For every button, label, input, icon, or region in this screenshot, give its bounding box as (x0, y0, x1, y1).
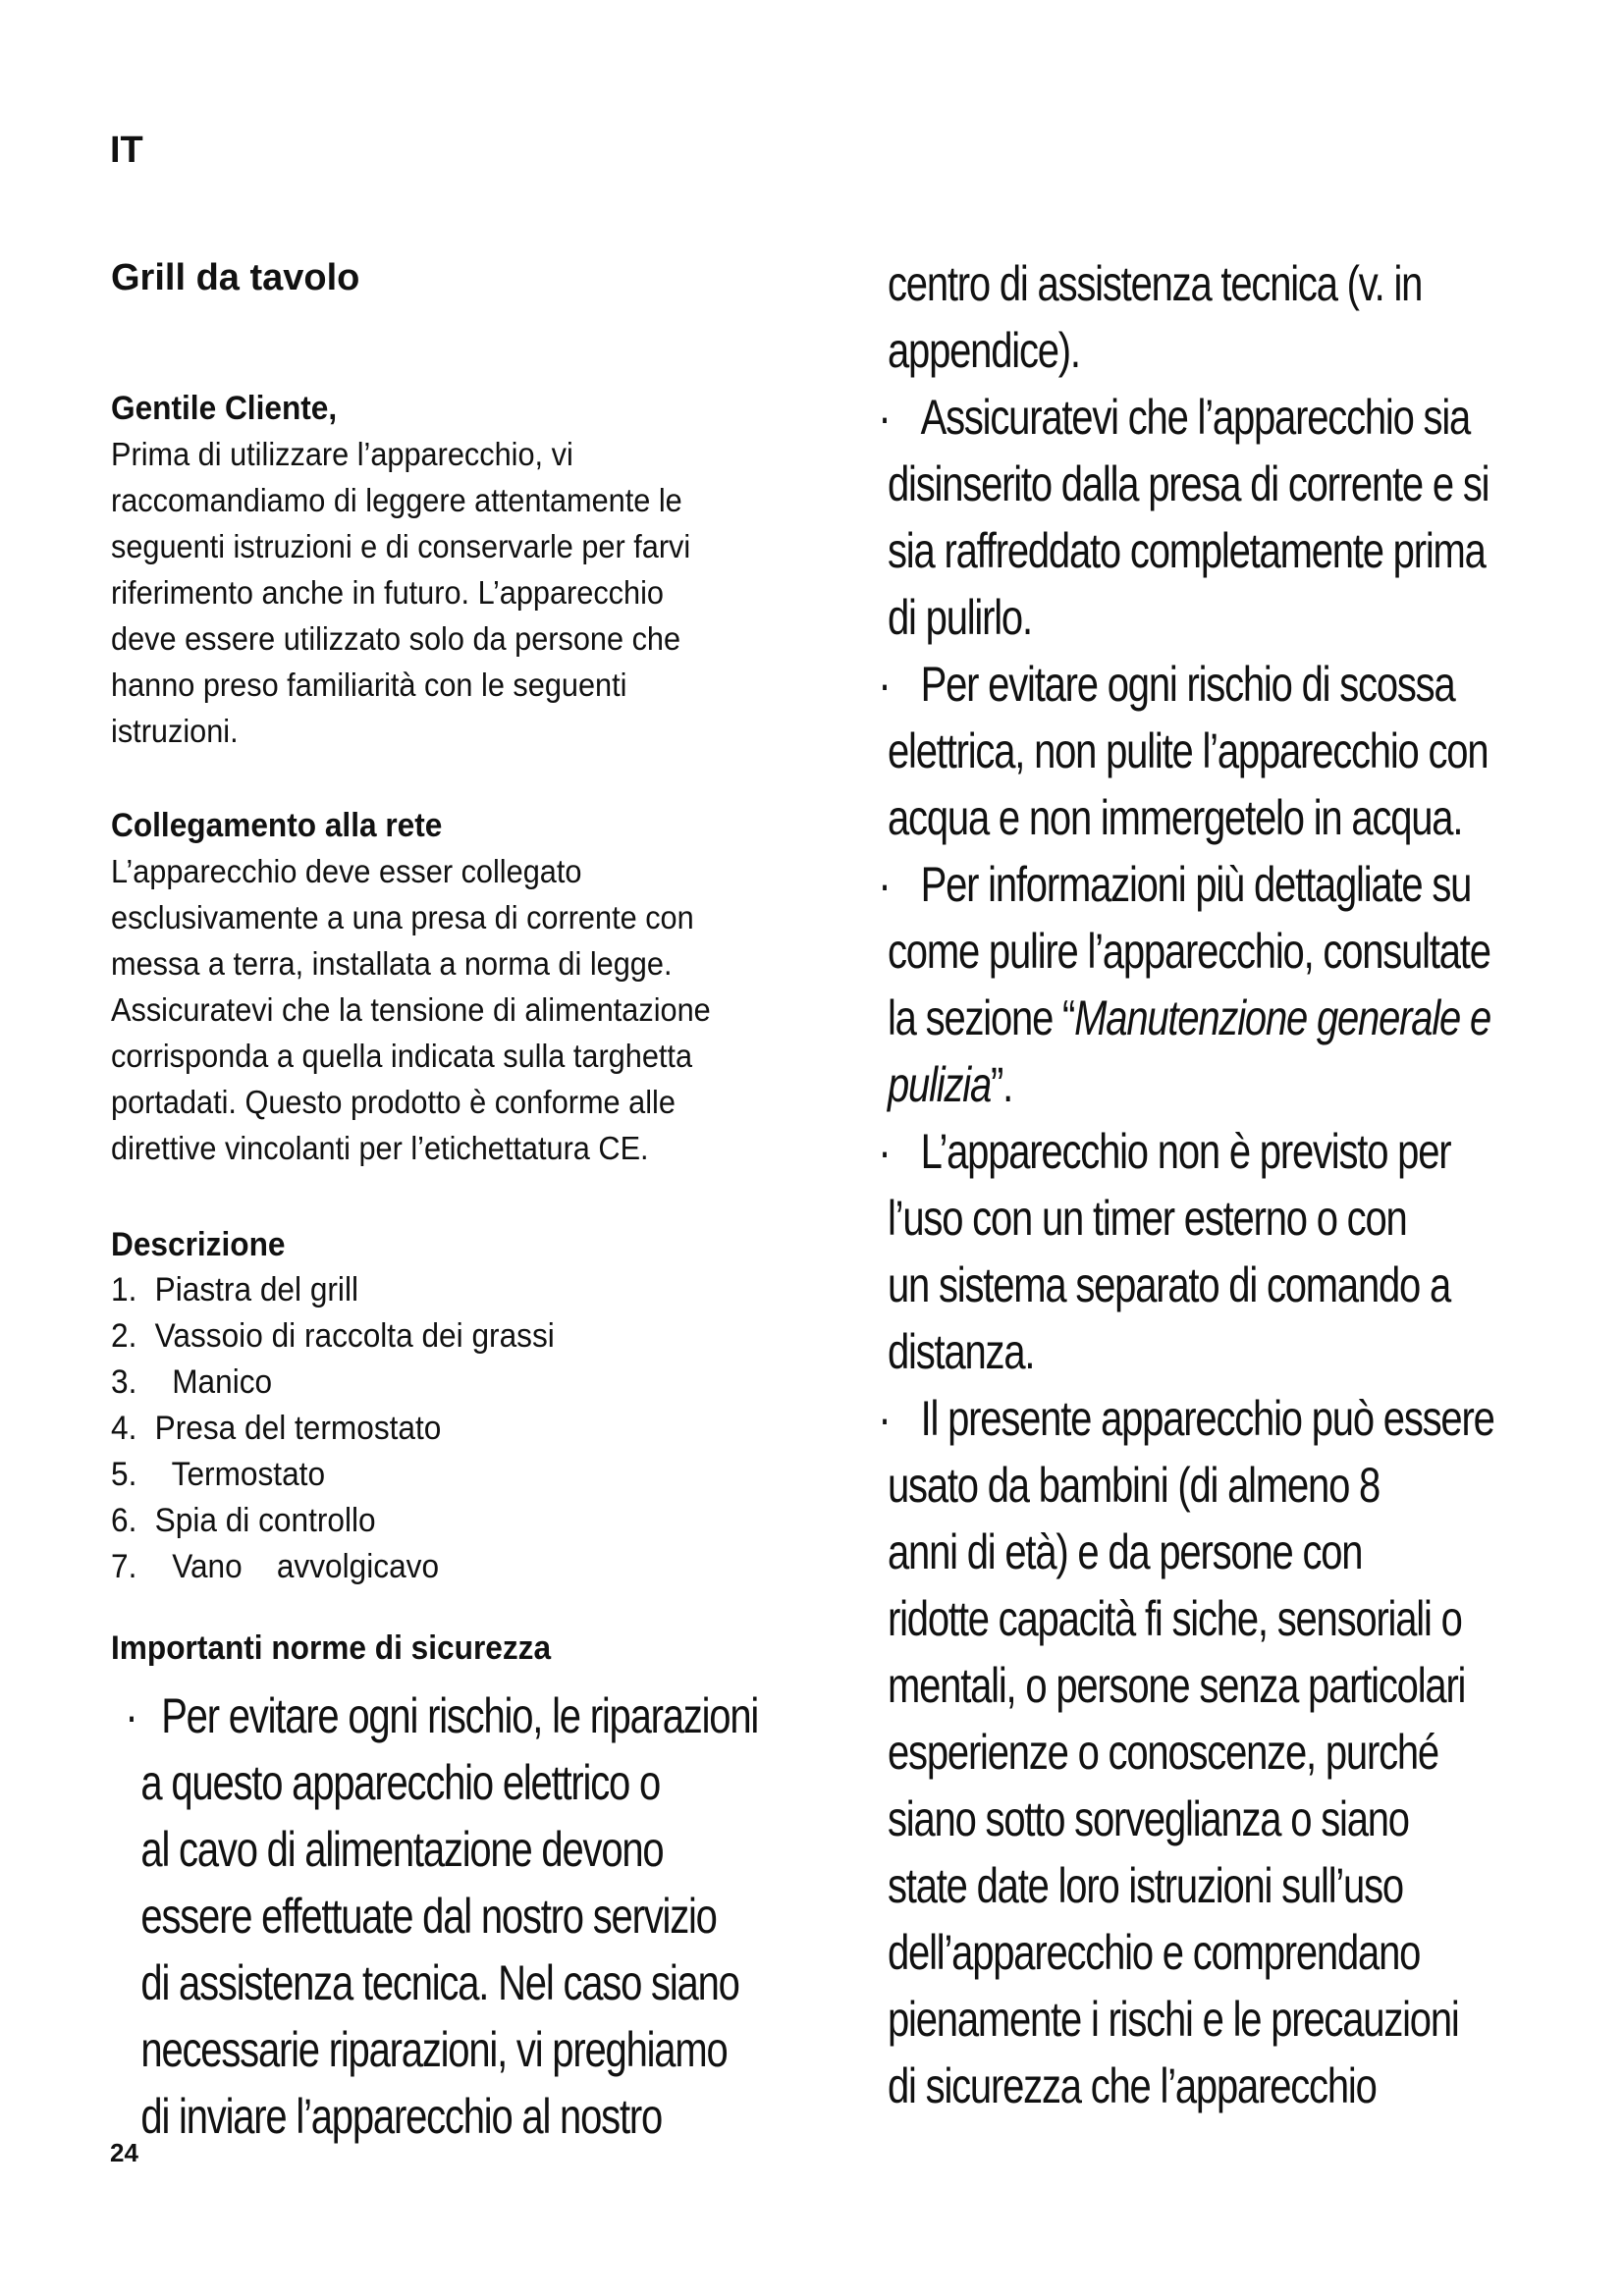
safety-item-1-continued: centro di assistenza tecnica (v. in appendice). (888, 256, 1423, 378)
connection-line: direttive vincolanti per l’etichettatura CE. (111, 1130, 649, 1166)
description-item: 2. Vassoio di raccolta dei grassi (111, 1317, 555, 1355)
greeting-section (111, 386, 838, 1671)
safety-item-2: · Assicuratevi che l’apparecchio sia disinserito dalla presa di corrente e si sia raffreddato completamente prima di pulirlo. (864, 384, 1610, 651)
greeting-line: seguenti istruzioni e di conservarle per farvi (111, 528, 691, 564)
description-item: 4. Presa del termostato (111, 1410, 442, 1447)
connection-heading: Collegamento alla rete (111, 807, 443, 844)
greeting-line: hanno preso familiarità con le seguenti (111, 667, 627, 703)
description-item: 5. Termostato (111, 1456, 326, 1493)
language-code: IT (110, 130, 143, 171)
page-number: 24 (110, 2138, 138, 2167)
right-column (864, 250, 1610, 2119)
description-item: 3. Manico (111, 1363, 273, 1401)
safety-item-4: · Per informazioni più dettagliate su come pulire l’apparecchio, consultate la sezione “Manutenzione generale e pulizia”. (864, 851, 1610, 1118)
safety-right-block (864, 250, 1610, 2119)
greeting-line: raccomandiamo di leggere attentamente le (111, 482, 682, 518)
connection-line: messa a terra, installata a norma di legge. (111, 945, 673, 982)
bullet-icon: · (878, 1391, 891, 1446)
description-heading: Descrizione (111, 1226, 286, 1263)
greeting-line: Prima di utilizzare l’apparecchio, vi (111, 436, 573, 472)
description-item: 6. Spia di controllo (111, 1502, 376, 1539)
connection-line: esclusivamente a una presa di corrente con (111, 899, 694, 935)
left-column (111, 250, 838, 2150)
connection-text (111, 848, 838, 1171)
safety-item-1: · Per evitare ogni rischio, le riparazioni a questo apparecchio elettrico o al cavo di alimentazione devono essere effettuate dal nostro servizio di assistenza tecnica. Nel caso siano necessarie riparazioni, vi preghiamo di inviare l’apparecchio al nostro (111, 1682, 838, 2150)
connection-line: Assicuratevi che la tensione di alimentazione (111, 991, 711, 1028)
page-title: Grill da tavolo (111, 257, 360, 298)
bullet-icon: · (878, 657, 891, 712)
safety-item-6: · Il presente apparecchio può essere usato da bambini (di almeno 8 anni di età) e da persone con ridotte capacità fi siche, sensoriali o mentali, o persone senza particolari esperienze o conoscenze, purché siano sotto sorveglianza o siano state date loro istruzioni sull’uso dell’apparecchio e comprendano pienamente i rischi e le precauzioni di sicurezza che l’apparecchio (864, 1385, 1610, 2119)
safety-item-3: · Per evitare ogni rischio di scossa elettrica, non pulite l’apparecchio con acqua e non immergetelo in acqua. (864, 651, 1610, 851)
connection-line: portadati. Questo prodotto è conforme alle (111, 1084, 676, 1120)
connection-line: corrisponda a quella indicata sulla targhetta (111, 1038, 693, 1074)
greeting-line: riferimento anche in futuro. L’apparecchio (111, 574, 664, 611)
bullet-icon: · (878, 857, 891, 912)
bullet-icon: · (878, 390, 891, 445)
bullet-icon: · (878, 1124, 891, 1179)
bullet-icon: · (125, 1688, 137, 1743)
safety-left-block (111, 1682, 838, 2150)
greeting-heading: Gentile Cliente, (111, 390, 338, 427)
greeting-line: deve essere utilizzato solo da persone che (111, 620, 681, 657)
safety-heading: Importanti norme di sicurezza (111, 1629, 552, 1667)
description-item: 7. Vano avvolgicavo (111, 1548, 440, 1585)
connection-line: L’apparecchio deve esser collegato (111, 853, 582, 889)
greeting-text (111, 431, 838, 754)
greeting-line: istruzioni. (111, 713, 239, 749)
description-list (111, 1267, 838, 1590)
safety-item-5: · L’apparecchio non è previsto per l’uso con un timer esterno o con un sistema separato di comando a distanza. (864, 1118, 1610, 1385)
description-item: 1. Piastra del grill (111, 1271, 359, 1308)
